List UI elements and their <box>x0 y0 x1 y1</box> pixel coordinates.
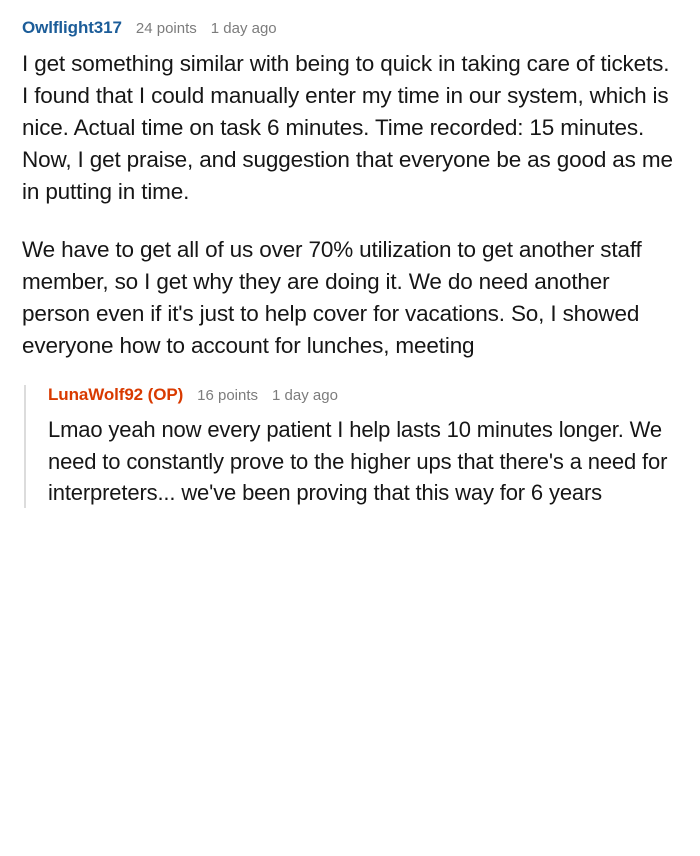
comment-author[interactable]: Owlflight317 <box>22 18 122 37</box>
comment-top <box>22 18 680 361</box>
reply-score: 16 points <box>197 387 259 405</box>
reply-author[interactable]: LunaWolf92 (OP) <box>48 385 184 405</box>
reply-paragraph: Lmao yeah now every patient I help lasts 10 minutes longer. We need to constantly prove to the higher ups that there's a need for interpreters... we've been proving that this way for 6 years <box>48 417 668 505</box>
comment-timestamp: 1 day ago <box>210 20 277 37</box>
comment-body <box>22 48 680 361</box>
comment-paragraph: We have to get all of us over 70% utilization to get another staff member, so I get why they are doing it. We do need another person even if it's just to help cover for vacations. So, I showed everyone how to account for lunches, meeting <box>22 236 642 358</box>
comment-paragraph: I get something similar with being to quick in taking care of tickets. I found that I could manually enter my time in our system, which is nice. Actual time on task 6 minutes. Time recorded: 15 minutes. Now, I get praise, and suggestion that everyone be as good as me in putting in time. <box>22 51 673 204</box>
comment-reply <box>24 385 680 508</box>
reply-meta <box>48 385 680 405</box>
reply-body <box>48 414 680 508</box>
comment-meta <box>22 18 680 38</box>
reply-timestamp: 1 day ago <box>272 387 338 405</box>
comment-score: 24 points <box>135 20 197 37</box>
